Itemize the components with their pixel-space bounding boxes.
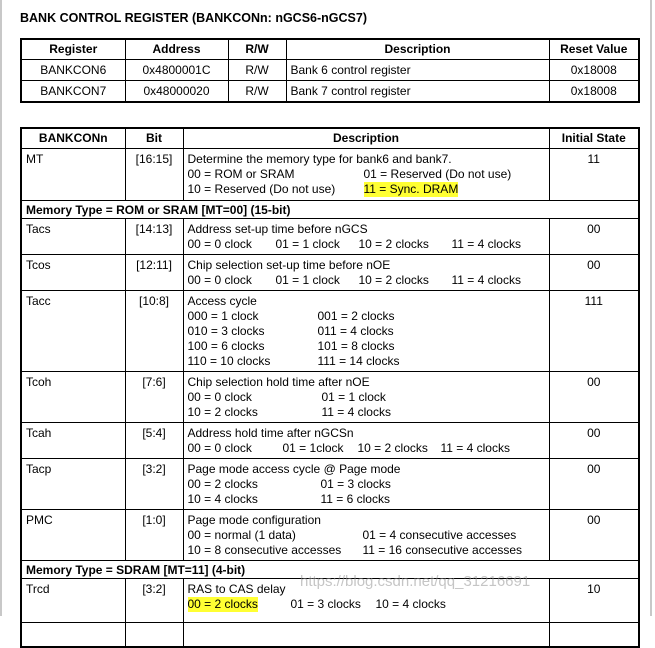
- description-text: 00 = normal (1 data): [187, 528, 296, 542]
- description-line: [188, 294, 545, 309]
- bit-field-table: [20, 127, 640, 648]
- field-name: Tcah: [21, 423, 125, 459]
- field-bits: [3:2]: [125, 579, 183, 623]
- description-text: 10 = 4 clocks: [187, 492, 258, 506]
- description-text: 100 = 6 clocks: [187, 339, 265, 353]
- description-line: [188, 152, 545, 167]
- empty-cell: [549, 623, 639, 648]
- table-row: [21, 423, 639, 459]
- description-line: [188, 237, 545, 252]
- initial-state: 00: [549, 423, 639, 459]
- description-line: [188, 324, 545, 339]
- description-text: 111 = 14 clocks: [317, 354, 400, 368]
- description-text: 101 = 8 clocks: [317, 339, 395, 353]
- field-description: [183, 459, 549, 510]
- description-text: 10 = 8 consecutive accesses: [187, 543, 342, 557]
- description-text: 00 = 2 clocks: [187, 477, 258, 491]
- watermark: https://blog.csdn.net/qq_31216691: [300, 573, 531, 590]
- description-line: [188, 354, 545, 369]
- section-row: [21, 201, 639, 219]
- header-address: Address: [125, 39, 228, 60]
- description-text: Page mode access cycle @ Page mode: [187, 462, 401, 476]
- description-text: Access cycle: [187, 294, 257, 308]
- page-edge-right: [650, 0, 652, 616]
- description-line: [188, 426, 545, 441]
- initial-state: 00: [549, 459, 639, 510]
- field-bits: [5:4]: [125, 423, 183, 459]
- field-bits: [10:8]: [125, 291, 183, 372]
- description-line: [188, 339, 545, 354]
- field-description: [183, 255, 549, 291]
- section-heading: Memory Type = ROM or SRAM [MT=00] (15-bit): [21, 201, 639, 219]
- description-text: 01 = 1clock: [282, 441, 344, 455]
- description-text: 01 = Reserved (Do not use): [363, 167, 512, 181]
- description-line: [188, 273, 545, 288]
- register-rw: R/W: [228, 81, 286, 103]
- header-reset-value: Reset Value: [549, 39, 639, 60]
- description-text: 10 = 2 clocks: [358, 273, 429, 287]
- description-text: 01 = 1 clock: [275, 237, 340, 251]
- register-address: 0x4800001C: [125, 60, 228, 81]
- description-line: [188, 222, 545, 237]
- field-name: Trcd: [21, 579, 125, 623]
- description-text: 00 = 0 clock: [187, 273, 252, 287]
- description-line: [188, 543, 545, 558]
- initial-state: 00: [549, 255, 639, 291]
- description-text: Chip selection set-up time before nOE: [187, 258, 391, 272]
- register-rw: R/W: [228, 60, 286, 81]
- initial-state: 00: [549, 510, 639, 561]
- description-line: [188, 528, 545, 543]
- description-text: 11 = 16 consecutive accesses: [362, 543, 523, 557]
- description-line: [188, 405, 545, 420]
- field-description: [183, 372, 549, 423]
- description-text: 011 = 4 clocks: [317, 324, 394, 338]
- register-name: BANKCON6: [21, 60, 125, 81]
- register-name: BANKCON7: [21, 81, 125, 103]
- field-name: Tacp: [21, 459, 125, 510]
- table-row: [21, 219, 639, 255]
- description-text: 00 = 0 clock: [187, 390, 252, 404]
- register-address: 0x48000020: [125, 81, 228, 103]
- description-line: [188, 492, 545, 507]
- table-row: [21, 291, 639, 372]
- description-text: 11 = 6 clocks: [320, 492, 390, 506]
- description-text: 01 = 1 clock: [321, 390, 386, 404]
- description-line: [188, 309, 545, 324]
- table-row-partial: [21, 623, 639, 648]
- field-bits: [14:13]: [125, 219, 183, 255]
- field-bits: [16:15]: [125, 149, 183, 201]
- table-row: [21, 81, 639, 103]
- empty-cell: [125, 623, 183, 648]
- description-line: [188, 182, 545, 197]
- register-table: [20, 38, 640, 103]
- description-text: 00 = 0 clock: [187, 237, 252, 251]
- empty-cell: [183, 623, 549, 648]
- page-edge-left: [0, 0, 2, 616]
- header-bankconn: BANKCONn: [21, 128, 125, 149]
- empty-cell: [21, 623, 125, 648]
- header-bit: Bit: [125, 128, 183, 149]
- description-text: 11 = 4 clocks: [451, 237, 521, 251]
- highlighted-option: 00 = 2 clocks: [187, 597, 258, 611]
- initial-state: 10: [549, 579, 639, 623]
- field-bits: [12:11]: [125, 255, 183, 291]
- register-description: Bank 7 control register: [286, 81, 549, 103]
- description-line: [188, 375, 545, 390]
- description-text: 01 = 4 consecutive accesses: [362, 528, 517, 542]
- field-name: MT: [21, 149, 125, 201]
- initial-state: 00: [549, 372, 639, 423]
- description-text: 110 = 10 clocks: [187, 354, 271, 368]
- description-line: [188, 513, 545, 528]
- description-text: 10 = 2 clocks: [357, 441, 428, 455]
- description-line: [188, 258, 545, 273]
- table-row: [21, 372, 639, 423]
- description-text: 11 = 4 clocks: [451, 273, 521, 287]
- header-register: Register: [21, 39, 125, 60]
- description-line: [188, 462, 545, 477]
- field-description: [183, 423, 549, 459]
- description-text: 10 = 2 clocks: [187, 405, 258, 419]
- bit-table-header: [21, 128, 639, 149]
- description-text: 11 = 4 clocks: [440, 441, 510, 455]
- description-text: 000 = 1 clock: [187, 309, 259, 323]
- description-text: 01 = 1 clock: [275, 273, 340, 287]
- field-description: [183, 149, 549, 201]
- field-name: Tcos: [21, 255, 125, 291]
- highlighted-option: 11 = Sync. DRAM: [363, 182, 459, 196]
- initial-state: 11: [549, 149, 639, 201]
- field-name: Tacc: [21, 291, 125, 372]
- header-rw: R/W: [228, 39, 286, 60]
- field-description: [183, 510, 549, 561]
- description-text: 00 = ROM or SRAM: [187, 167, 295, 181]
- section-heading: Memory Type = SDRAM [MT=11] (4-bit): [21, 561, 639, 579]
- register-reset-value: 0x18008: [549, 81, 639, 103]
- description-text: 11 = 4 clocks: [321, 405, 391, 419]
- description-line: [188, 441, 545, 456]
- description-line: [188, 597, 545, 612]
- register-reset-value: 0x18008: [549, 60, 639, 81]
- table-row: [21, 60, 639, 81]
- header-initial-state: Initial State: [549, 128, 639, 149]
- description-text: 01 = 3 clocks: [320, 477, 391, 491]
- field-name: Tcoh: [21, 372, 125, 423]
- initial-state: 111: [549, 291, 639, 372]
- description-text: RAS to CAS delay: [187, 582, 286, 596]
- field-bits: [1:0]: [125, 510, 183, 561]
- description-text: Address hold time after nGCSn: [187, 426, 354, 440]
- register-description: Bank 6 control register: [286, 60, 549, 81]
- description-text: 00 = 0 clock: [187, 441, 252, 455]
- description-line: [188, 477, 545, 492]
- initial-state: 00: [549, 219, 639, 255]
- page-title: BANK CONTROL REGISTER (BANKCONn: nGCS6-nGCS7): [20, 11, 367, 25]
- table-row: [21, 255, 639, 291]
- header-description: Description: [286, 39, 549, 60]
- description-text: Determine the memory type for bank6 and bank7.: [187, 152, 452, 166]
- field-description: [183, 291, 549, 372]
- field-name: Tacs: [21, 219, 125, 255]
- field-bits: [7:6]: [125, 372, 183, 423]
- field-description: [183, 219, 549, 255]
- header-description: Description: [183, 128, 549, 149]
- description-text: 10 = Reserved (Do not use): [187, 182, 336, 196]
- description-text: 10 = 2 clocks: [358, 237, 429, 251]
- description-text: Chip selection hold time after nOE: [187, 375, 370, 389]
- description-text: Page mode configuration: [187, 513, 321, 527]
- description-text: 01 = 3 clocks: [290, 597, 361, 611]
- description-text: Address set-up time before nGCS: [187, 222, 368, 236]
- description-text: 001 = 2 clocks: [317, 309, 395, 323]
- field-bits: [3:2]: [125, 459, 183, 510]
- description-text: 10 = 4 clocks: [375, 597, 446, 611]
- table-row: [21, 459, 639, 510]
- field-name: PMC: [21, 510, 125, 561]
- description-line: [188, 167, 545, 182]
- register-table-header: [21, 39, 639, 60]
- table-row: [21, 149, 639, 201]
- description-text: 010 = 3 clocks: [187, 324, 265, 338]
- table-row: [21, 510, 639, 561]
- description-line: [188, 390, 545, 405]
